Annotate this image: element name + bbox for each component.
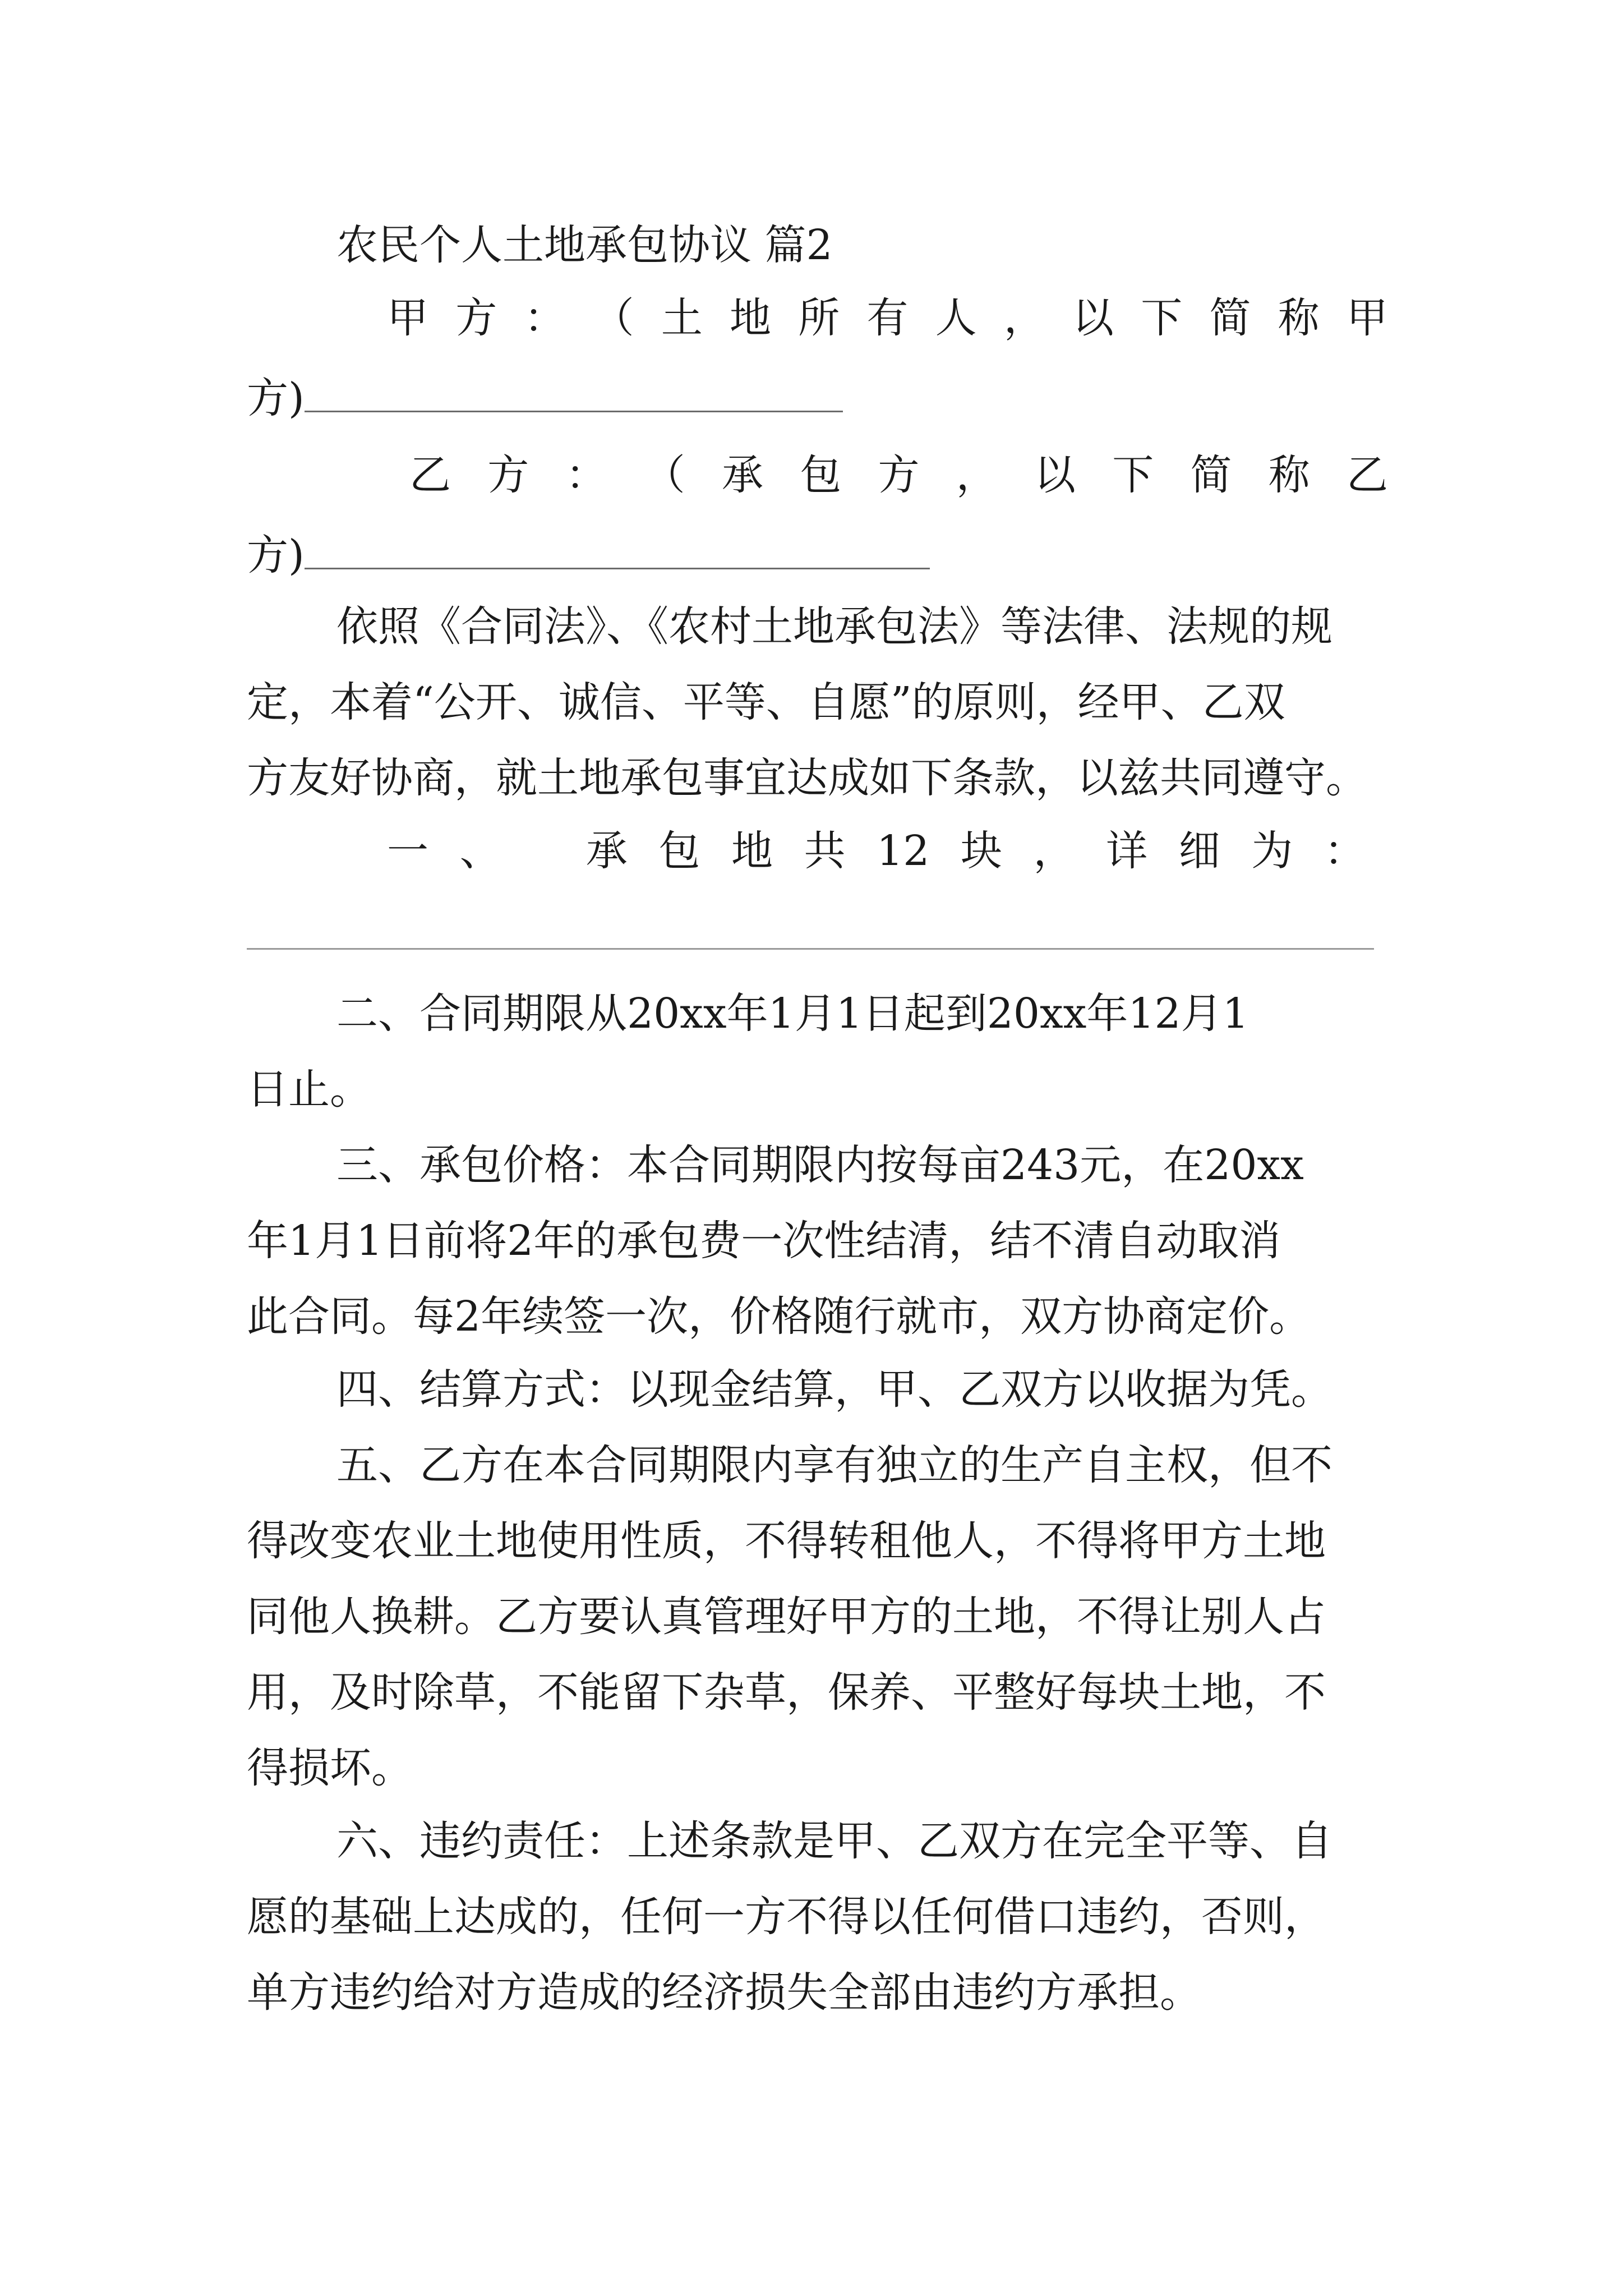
party-b-char: 方 [487, 451, 529, 499]
party-a-char: 简 [1209, 294, 1251, 342]
party-b-label-end: 方) [247, 531, 305, 579]
preamble-line: 方友好协商，就土地承包事宜达成如下条款，以兹共同遵守。 [247, 754, 1367, 802]
clause-1-token: 共 [804, 827, 846, 875]
clause-6-line: 单方违约给对方造成的经济损失全部由违约方承担。 [247, 1968, 1201, 2017]
party-b-char: 称 [1268, 451, 1310, 499]
party-b-char: 包 [800, 451, 842, 499]
clause-1-token: 承 [585, 827, 628, 875]
party-b-line [409, 451, 1388, 499]
clause-5-line: 得改变农业土地使用性质，不得转租他人，不得将甲方土地 [247, 1517, 1326, 1565]
clause-1-token: 地 [731, 827, 773, 875]
party-a-name-blank [305, 376, 843, 412]
party-a-char: 有 [866, 294, 909, 342]
party-b-char: 承 [722, 451, 763, 499]
party-b-char: ， [956, 451, 998, 499]
clause-5-line: 得损坏。 [247, 1744, 413, 1792]
clause-1-blank-rule [247, 948, 1374, 950]
party-a-char: 甲 [1346, 294, 1388, 342]
party-a-char: 地 [730, 294, 772, 342]
clause-1-line [387, 827, 1366, 875]
clause-1-token: 、 [459, 827, 501, 875]
clause-5-line: 同他人换耕。乙方要认真管理好甲方的土地，不得让别人占 [247, 1593, 1326, 1641]
document-title: 农民个人土地承包协议 篇2 [336, 221, 833, 269]
party-b-char: （ [643, 451, 685, 499]
party-b-name-line [247, 531, 930, 579]
clause-5-line: 用，及时除草，不能留下杂草，保养、平整好每块土地，不 [247, 1668, 1326, 1717]
clause-1-token: 为 [1251, 827, 1293, 875]
party-a-line [387, 294, 1388, 342]
party-b-char: 简 [1190, 451, 1232, 499]
preamble-line: 定，本着“公开、诚信、平等、自愿”的原则，经甲、乙双 [247, 678, 1285, 726]
clause-1-token: 细 [1178, 827, 1220, 875]
party-a-char: 以 [1072, 294, 1114, 342]
clause-4-line: 四、结算方式：以现金结算，甲、乙双方以收据为凭。 [336, 1365, 1332, 1414]
party-a-label-end: 方) [247, 374, 305, 422]
clause-1-token: 详 [1106, 827, 1148, 875]
party-a-char: ： [524, 294, 566, 342]
clause-2-line: 日止。 [247, 1065, 371, 1114]
party-a-char: ， [1003, 294, 1045, 342]
party-b-char: 下 [1112, 451, 1154, 499]
clause-2-line: 二、合同期限从20xx年1月1日起到20xx年12月1 [336, 990, 1249, 1038]
clause-6-line: 六、违约责任：上述条款是甲、乙双方在完全平等、自 [336, 1817, 1332, 1865]
clause-1-token: 12 [877, 827, 930, 875]
clause-1-token: 块 [960, 827, 1002, 875]
party-a-name-line [247, 374, 843, 422]
preamble-line: 依照《合同法》、《农村土地承包法》等法律、法规的规 [336, 602, 1332, 651]
party-a-char: 称 [1278, 294, 1320, 342]
party-b-char: 乙 [409, 451, 451, 499]
party-a-char: 甲 [387, 294, 428, 342]
clause-1-token: ， [1033, 827, 1075, 875]
party-a-char: 土 [661, 294, 703, 342]
clause-1-token: ： [1324, 827, 1366, 875]
clause-6-line: 愿的基础上达成的，任何一方不得以任何借口违约，否则， [247, 1893, 1326, 1941]
clause-3-line: 此合同。每2年续签一次，价格随行就市，双方协商定价。 [247, 1292, 1311, 1341]
party-b-char: 以 [1034, 451, 1076, 499]
clause-3-line: 三、承包价格：本合同期限内按每亩243元，在20xx [336, 1141, 1304, 1189]
clause-1-token: 一 [387, 827, 428, 875]
party-a-char: 下 [1141, 294, 1183, 342]
party-b-char: ： [565, 451, 607, 499]
party-a-char: 方 [455, 294, 497, 342]
party-a-char: 所 [798, 294, 840, 342]
clause-3-line: 年1月1日前将2年的承包费一次性结清，结不清自动取消 [247, 1217, 1281, 1265]
clause-5-line: 五、乙方在本合同期限内享有独立的生产自主权，但不 [336, 1441, 1332, 1489]
party-b-char: 方 [878, 451, 920, 499]
party-a-char: 人 [935, 294, 977, 342]
party-b-char: 乙 [1347, 451, 1388, 499]
party-a-char: （ [592, 294, 634, 342]
party-b-name-blank [305, 533, 930, 569]
clause-1-token: 包 [658, 827, 700, 875]
